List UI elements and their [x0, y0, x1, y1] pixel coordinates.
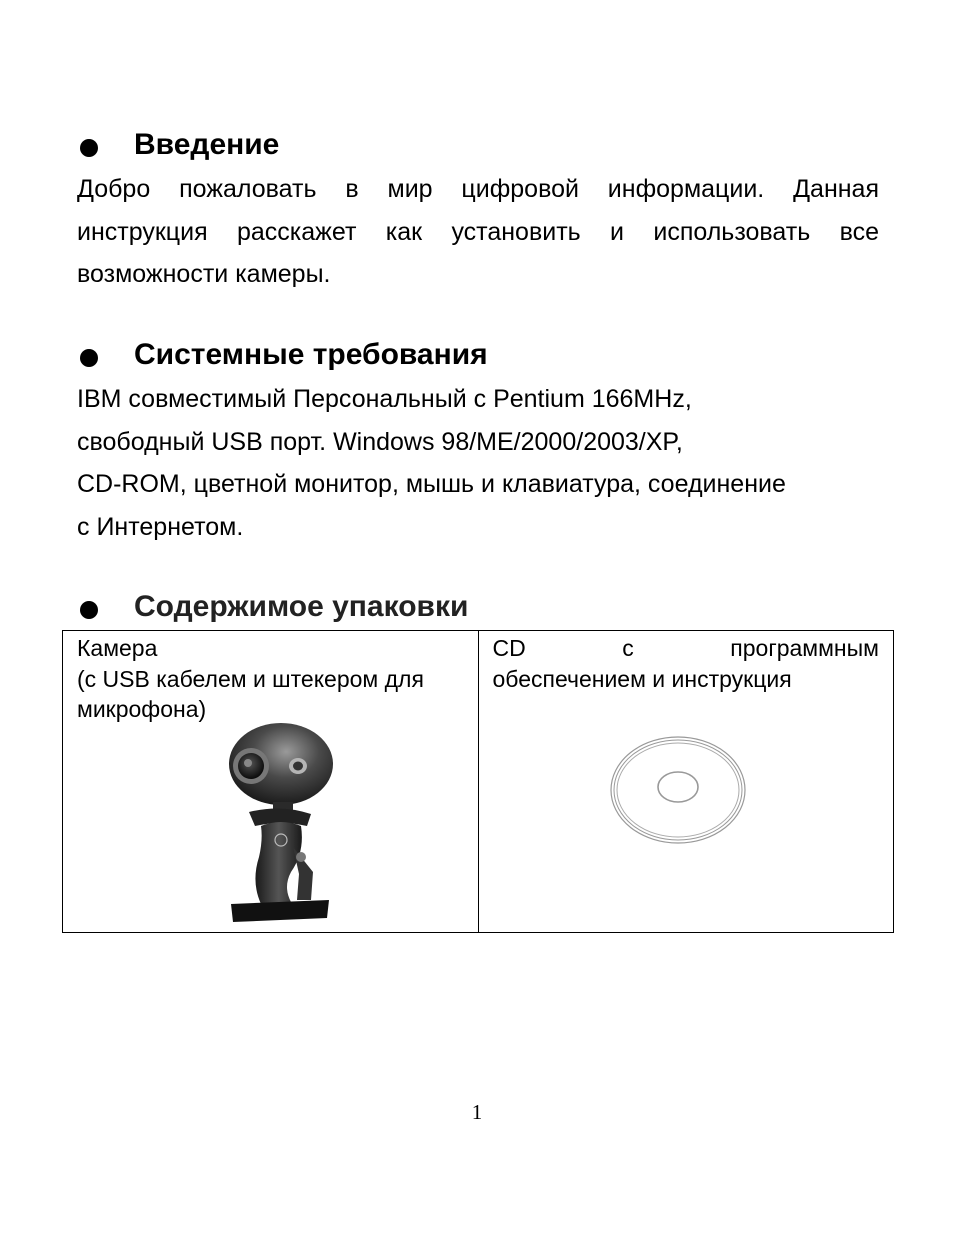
cd-word: программным — [730, 635, 879, 661]
heading-text: Введение — [134, 128, 280, 161]
webcam-icon — [221, 722, 341, 927]
section-heading — [77, 128, 879, 168]
requirements-line: свободный USB порт. Windows 98/ME/2000/2003/XP, — [77, 427, 683, 456]
heading-text: Содержимое упаковки — [134, 590, 469, 623]
cd-description: обеспечением и инструкция — [492, 665, 792, 692]
cd-title-line — [493, 633, 880, 664]
heading-text: Системные требования — [134, 338, 488, 371]
camera-title: Камера — [77, 635, 158, 661]
requirements-line: IBM совместимый Персональный с Pentium 166MHz, — [77, 385, 692, 413]
requirements-line: CD-ROM, цветной монитор, мышь и клавиатура, соединение — [77, 470, 786, 498]
bullet-icon — [80, 601, 98, 619]
cd-disc-icon — [608, 734, 748, 844]
cd-word: CD — [492, 635, 526, 661]
bullet-icon — [80, 349, 98, 367]
cd-word: с — [622, 635, 634, 661]
requirements-paragraph — [77, 378, 879, 548]
section-system-requirements — [77, 338, 879, 548]
section-heading — [77, 338, 879, 378]
package-contents-table — [62, 630, 894, 933]
cd-cell — [478, 631, 894, 933]
bullet-icon — [80, 139, 98, 157]
camera-cell — [63, 631, 479, 933]
requirements-line: с Интернетом. — [77, 512, 244, 541]
camera-description: (с USB кабелем и штекером для микрофона) — [77, 665, 424, 722]
table-row — [63, 631, 894, 933]
section-introduction — [77, 128, 879, 296]
intro-paragraph: Добро пожаловать в мир цифровой информации. Данная инструкция расскажет как установить и использовать все возможности камеры. — [77, 175, 879, 288]
page-number: 1 — [471, 1100, 483, 1124]
section-heading — [77, 590, 879, 630]
section-package-contents — [77, 590, 879, 630]
